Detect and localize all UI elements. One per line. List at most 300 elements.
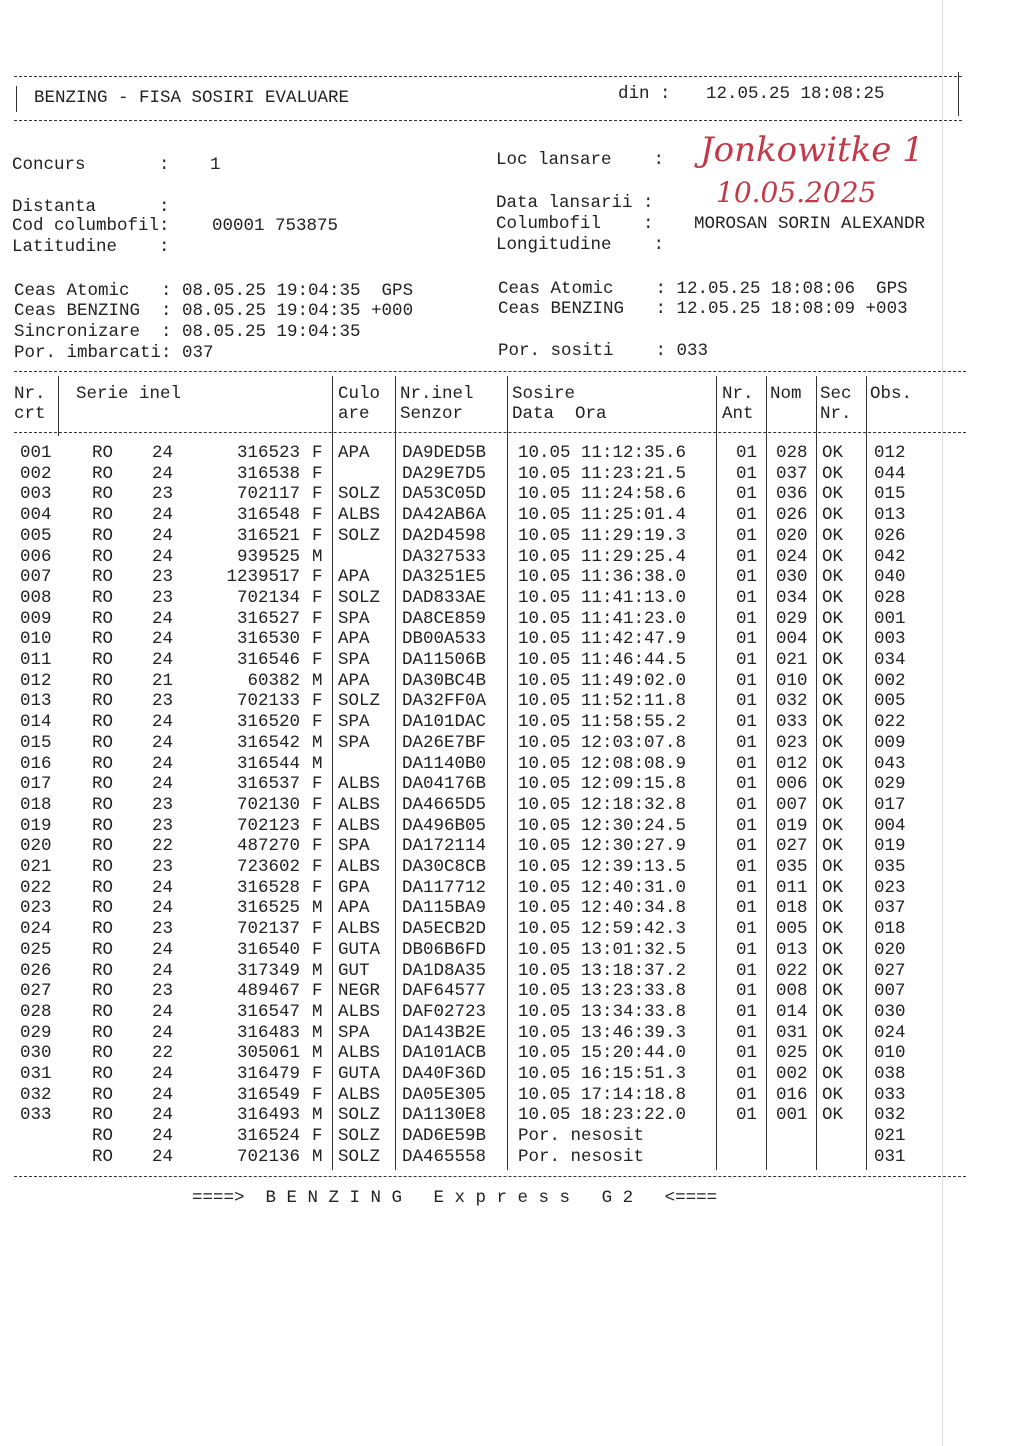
row-sec: OK [822,960,844,981]
row-crt: 021 [20,857,52,877]
row-obs: 030 [874,1001,906,1022]
row-year: 23 [152,691,174,712]
row-ant: 01 [736,919,758,940]
row-color: ALBS [338,774,381,795]
row-ant: 01 [736,1064,758,1084]
row-sex: F [312,939,323,960]
row-ant: 01 [736,691,758,712]
row-ant: 01 [736,1105,758,1126]
row-country: RO [92,670,114,691]
row-sec: OK [822,650,844,670]
row-year: 24 [152,1146,174,1167]
row-ant: 01 [736,629,758,650]
row-sensor: DA5ECB2D [402,919,487,940]
row-sensor: DA05E305 [402,1084,487,1105]
row-obs: 034 [874,650,906,670]
row-ring-number: 316520 [236,712,300,733]
col-header-sosire: Sosire [512,384,576,404]
row-sensor: DA1130E8 [402,1105,487,1126]
table-row [0,588,1024,609]
row-nom: 036 [776,484,808,505]
row-country: RO [92,1084,114,1105]
row-arrival: 10.05 12:08:08.9 [518,753,687,774]
row-sex: M [312,1001,323,1022]
concurs-value: 1 [210,155,221,175]
row-crt: 016 [20,753,52,774]
row-sec: OK [822,836,844,857]
row-color: SOLZ [338,691,381,712]
row-ring-number: 316548 [236,505,300,526]
row-country: RO [92,815,114,836]
row-crt: 001 [20,443,52,463]
row-arrival: 10.05 13:34:33.8 [518,1001,687,1022]
row-sensor: DA2D4598 [402,525,487,546]
row-arrival: 10.05 12:39:13.5 [518,857,687,877]
row-color: SOLZ [338,587,381,608]
row-nom: 024 [776,546,808,567]
table-row [0,671,1024,692]
row-sex: F [312,919,323,940]
row-year: 23 [152,981,174,1002]
latitudine-label: Latitudine : [12,237,170,257]
row-sex: F [312,857,323,877]
row-country: RO [92,1043,114,1064]
row-sec: OK [822,691,844,712]
row-ring-number: 723602 [236,857,300,877]
col-sep [58,376,59,436]
col-header-nr: Nr. [14,384,46,404]
row-sex: F [312,836,323,857]
row-obs: 004 [874,815,906,836]
row-nom: 002 [776,1064,808,1084]
row-sec: OK [822,919,844,940]
row-sensor: DA115BA9 [402,898,487,919]
row-sex: M [312,1105,323,1126]
row-arrival: 10.05 11:29:19.3 [518,525,687,546]
row-sensor: DAD833AE [402,587,487,608]
row-crt: 006 [20,546,52,567]
table-row [0,609,1024,630]
row-country: RO [92,587,114,608]
row-ring-number: 316493 [236,1105,300,1126]
row-sex: F [312,1126,323,1147]
row-year: 24 [152,712,174,733]
table-row [0,650,1024,671]
row-arrival: 10.05 11:52:11.8 [518,691,687,712]
row-ring-number: 702133 [236,691,300,712]
row-sec: OK [822,794,844,815]
row-color: SPA [338,608,370,629]
din-label: din : [618,84,671,104]
row-nom: 005 [776,919,808,940]
table-bottom-border [14,1176,966,1177]
row-crt: 018 [20,794,52,815]
distanta-label: Distanta : [12,197,170,217]
col-header-crt: crt [14,404,46,424]
row-color: ALBS [338,1084,381,1105]
row-sex: F [312,1064,323,1084]
row-crt: 022 [20,877,52,898]
row-nom: 035 [776,857,808,877]
row-sensor: DB00A533 [402,629,487,650]
row-ring-number: 316546 [236,650,300,670]
row-nom: 004 [776,629,808,650]
row-ring-number: 702134 [236,587,300,608]
row-sex: F [312,712,323,733]
row-sensor: DA40F36D [402,1064,487,1084]
row-country: RO [92,463,114,484]
row-sec: OK [822,587,844,608]
row-color: ALBS [338,1043,381,1064]
row-color: SOLZ [338,484,381,505]
row-color: SPA [338,650,370,670]
row-nom: 029 [776,608,808,629]
row-ring-number: 316542 [236,732,300,753]
row-crt: 008 [20,587,52,608]
row-ant: 01 [736,1001,758,1022]
row-nom: 025 [776,1043,808,1064]
row-nom: 032 [776,691,808,712]
row-country: RO [92,629,114,650]
row-sec: OK [822,670,844,691]
row-ring-number: 489467 [236,981,300,1002]
row-crt: 002 [20,463,52,484]
row-sensor: DB06B6FD [402,939,487,960]
row-color: GUTA [338,939,381,960]
row-year: 24 [152,939,174,960]
row-country: RO [92,836,114,857]
row-ring-number: 702137 [236,919,300,940]
row-ant: 01 [736,484,758,505]
table-row [0,526,1024,547]
row-ant: 01 [736,753,758,774]
row-nom: 001 [776,1105,808,1126]
col-header-culo: Culo [338,384,381,404]
row-arrival: 10.05 13:46:39.3 [518,1022,687,1043]
row-year: 24 [152,650,174,670]
row-nom: 019 [776,815,808,836]
table-row [0,1126,1024,1147]
row-arrival: 10.05 11:12:35.6 [518,443,687,463]
row-obs: 018 [874,919,906,940]
row-obs: 022 [874,712,906,733]
row-nom: 034 [776,587,808,608]
row-year: 22 [152,836,174,857]
row-country: RO [92,877,114,898]
row-year: 24 [152,629,174,650]
row-sec: OK [822,505,844,526]
row-sex: M [312,960,323,981]
row-ring-number: 702130 [236,794,300,815]
table-row [0,712,1024,733]
table-row [0,505,1024,526]
ceas-atomic-start: Ceas Atomic : 08.05.25 19:04:35 GPS [14,281,414,301]
row-sensor: DA143B2E [402,1022,487,1043]
row-country: RO [92,712,114,733]
row-country: RO [92,753,114,774]
row-sex: M [312,670,323,691]
row-country: RO [92,1146,114,1167]
row-sensor: DA29E7D5 [402,463,487,484]
row-sex: M [312,1043,323,1064]
row-color: APA [338,443,370,463]
row-ring-number: 702117 [236,484,300,505]
col-header-data-ora: Data Ora [512,404,607,424]
row-obs: 007 [874,981,906,1002]
row-year: 24 [152,1064,174,1084]
row-sec: OK [822,877,844,898]
row-ring-number: 1239517 [226,567,300,588]
row-crt: 013 [20,691,52,712]
row-sensor: DA3251E5 [402,567,487,588]
table-row [0,836,1024,857]
row-sex: M [312,898,323,919]
row-crt: 033 [20,1105,52,1126]
row-ant: 01 [736,815,758,836]
table-row [0,484,1024,505]
row-ant: 01 [736,794,758,815]
row-obs: 002 [874,670,906,691]
row-arrival: Por. nesosit [518,1126,645,1147]
row-sensor: DA26E7BF [402,732,487,753]
row-crt: 027 [20,981,52,1002]
row-arrival: Por. nesosit [518,1146,645,1167]
row-sex: F [312,463,323,484]
row-sex: F [312,877,323,898]
table-row [0,981,1024,1002]
row-year: 23 [152,484,174,505]
row-ant: 01 [736,525,758,546]
row-crt: 030 [20,1043,52,1064]
row-ring-number: 316527 [236,608,300,629]
row-ant: 01 [736,732,758,753]
porumbei-sositi: Por. sositi : 033 [498,341,709,361]
row-country: RO [92,1105,114,1126]
row-nom: 030 [776,567,808,588]
row-ant: 01 [736,1084,758,1105]
table-row [0,733,1024,754]
row-sex: F [312,443,323,463]
row-crt: 003 [20,484,52,505]
row-obs: 020 [874,939,906,960]
row-sensor: DA496B05 [402,815,487,836]
row-crt: 028 [20,1001,52,1022]
row-year: 24 [152,1105,174,1126]
row-color: SOLZ [338,525,381,546]
row-sensor: DA32FF0A [402,691,487,712]
row-country: RO [92,857,114,877]
header-right-border [958,72,959,116]
row-sec: OK [822,567,844,588]
row-year: 21 [152,670,174,691]
row-ant: 01 [736,1043,758,1064]
row-nom: 010 [776,670,808,691]
row-color: SOLZ [338,1146,381,1167]
row-year: 24 [152,960,174,981]
table-row [0,547,1024,568]
row-crt: 025 [20,939,52,960]
row-nom: 020 [776,525,808,546]
table-row [0,691,1024,712]
row-ring-number: 316547 [236,1001,300,1022]
row-color: SOLZ [338,1105,381,1126]
row-country: RO [92,505,114,526]
row-nom: 028 [776,443,808,463]
row-arrival: 10.05 12:30:27.9 [518,836,687,857]
row-sex: F [312,608,323,629]
row-crt: 032 [20,1084,52,1105]
row-arrival: 10.05 12:09:15.8 [518,774,687,795]
row-sex: F [312,1084,323,1105]
loc-lansare-handwritten: Jonkowitke 1 [700,130,924,170]
row-obs: 042 [874,546,906,567]
row-arrival: 10.05 13:18:37.2 [518,960,687,981]
row-color: NEGR [338,981,381,1002]
report-title: BENZING - FISA SOSIRI EVALUARE [34,88,350,108]
row-obs: 019 [874,836,906,857]
columbofil-value: MOROSAN SORIN ALEXANDR [694,214,926,234]
row-year: 24 [152,505,174,526]
row-year: 23 [152,567,174,588]
col-header-are: are [338,404,370,424]
row-obs: 024 [874,1022,906,1043]
row-ant: 01 [736,608,758,629]
header-top-border [14,76,962,77]
row-obs: 027 [874,960,906,981]
data-lansarii-label: Data lansarii : [496,193,654,213]
table-top-border [14,371,966,372]
row-ring-number: 316549 [236,1084,300,1105]
row-country: RO [92,939,114,960]
row-crt: 024 [20,919,52,940]
row-sensor: DA11506B [402,650,487,670]
row-crt: 019 [20,815,52,836]
row-obs: 017 [874,794,906,815]
row-nom: 037 [776,463,808,484]
row-arrival: 10.05 17:14:18.8 [518,1084,687,1105]
row-color: SPA [338,836,370,857]
row-crt: 020 [20,836,52,857]
row-sec: OK [822,608,844,629]
row-year: 23 [152,815,174,836]
row-sensor: DA53C05D [402,484,487,505]
row-ring-number: 316524 [236,1126,300,1147]
table-row [0,443,1024,464]
columbofil-label: Columbofil : [496,214,654,234]
row-arrival: 10.05 12:40:31.0 [518,877,687,898]
row-crt: 010 [20,629,52,650]
row-year: 24 [152,753,174,774]
table-row [0,1085,1024,1106]
row-sex: M [312,1022,323,1043]
row-country: RO [92,981,114,1002]
row-ant: 01 [736,877,758,898]
row-color: ALBS [338,919,381,940]
row-crt: 031 [20,1064,52,1084]
row-sex: F [312,525,323,546]
col-header-nr-inel: Nr.inel [400,384,474,404]
row-arrival: 10.05 11:24:58.6 [518,484,687,505]
row-obs: 031 [874,1146,906,1167]
row-sec: OK [822,774,844,795]
row-sex: M [312,753,323,774]
row-arrival: 10.05 11:42:47.9 [518,629,687,650]
col-header-nom: Nom [770,384,802,404]
row-sensor: DA172114 [402,836,487,857]
row-nom: 014 [776,1001,808,1022]
row-sec: OK [822,939,844,960]
row-obs: 032 [874,1105,906,1126]
row-crt: 011 [20,650,52,670]
row-obs: 040 [874,567,906,588]
row-ring-number: 316530 [236,629,300,650]
row-obs: 043 [874,753,906,774]
row-year: 24 [152,732,174,753]
row-nom: 018 [776,898,808,919]
row-sensor: DA9DED5B [402,443,487,463]
row-country: RO [92,650,114,670]
row-sensor: DA101DAC [402,712,487,733]
row-color: ALBS [338,815,381,836]
row-country: RO [92,1001,114,1022]
col-header-sec: Sec [820,384,852,404]
row-color: SOLZ [338,1126,381,1147]
row-color: SPA [338,712,370,733]
row-ant: 01 [736,960,758,981]
row-sex: F [312,794,323,815]
row-sec: OK [822,815,844,836]
row-arrival: 10.05 13:23:33.8 [518,981,687,1002]
row-arrival: 10.05 15:20:44.0 [518,1043,687,1064]
row-sensor: DA327533 [402,546,487,567]
row-sec: OK [822,443,844,463]
row-ant: 01 [736,587,758,608]
row-year: 23 [152,857,174,877]
row-sec: OK [822,525,844,546]
row-ring-number: 60382 [247,670,300,691]
table-row [0,919,1024,940]
row-obs: 001 [874,608,906,629]
row-sec: OK [822,1001,844,1022]
row-sensor: DA1D8A35 [402,960,487,981]
row-sec: OK [822,712,844,733]
row-obs: 003 [874,629,906,650]
row-color: APA [338,670,370,691]
row-ant: 01 [736,650,758,670]
table-row [0,1002,1024,1023]
row-crt: 026 [20,960,52,981]
row-year: 24 [152,877,174,898]
row-sex: F [312,981,323,1002]
row-year: 24 [152,1001,174,1022]
row-year: 24 [152,1126,174,1147]
row-sec: OK [822,1084,844,1105]
ceas-benzing-end: Ceas BENZING : 12.05.25 18:08:09 +003 [498,299,908,319]
row-ant: 01 [736,836,758,857]
row-sex: F [312,774,323,795]
row-arrival: 10.05 11:49:02.0 [518,670,687,691]
col-header-nr-ant-1: Nr. [722,384,754,404]
col-header-nr-ant-2: Ant [722,404,754,424]
row-obs: 013 [874,505,906,526]
row-sex: F [312,629,323,650]
row-arrival: 10.05 12:30:24.5 [518,815,687,836]
row-year: 24 [152,1022,174,1043]
row-sec: OK [822,898,844,919]
row-color: ALBS [338,1001,381,1022]
row-year: 24 [152,1084,174,1105]
row-ring-number: 316537 [236,774,300,795]
